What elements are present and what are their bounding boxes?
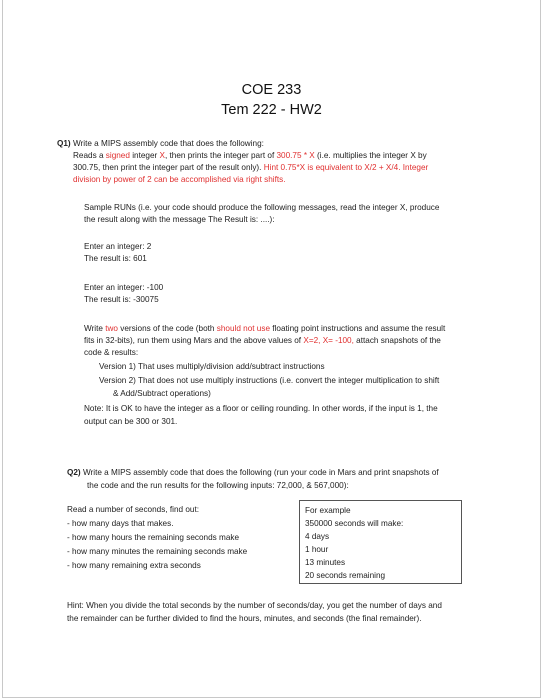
run1-prompt: Enter an integer: 2 [84, 242, 152, 251]
course-title: COE 233 [241, 82, 302, 98]
example-line: 20 seconds remaining [305, 571, 386, 580]
write-line-1: Write two versions of the code (both should not use floating point instructions and assume the result [84, 324, 446, 333]
q2-list-item: Read a number of seconds, find out: [67, 505, 199, 514]
version-2-line-1: Version 2) That does not use multiply instructions (i.e. convert the integer multiplication to shift [99, 376, 440, 385]
sample-runs-line-1: Sample RUNs (i.e. your code should produce the following messages, read the integer X, produce [84, 203, 440, 212]
q1-line-3: 300.75, then print the integer part of the result only). Hint 0.75*X is equivalent to X/2 + X/4. Integer [73, 163, 429, 172]
q2-list-item: - how many hours the remaining seconds make [67, 533, 240, 542]
write-line-3: code & results: [84, 348, 139, 357]
example-line: 1 hour [305, 545, 329, 554]
write-line-2: fits in 32-bits), run them using Mars and the above values of X=2, X= -100, attach snapshots of the [84, 336, 441, 345]
hint-line-2: the remainder can be further divided to find the hours, minutes, and seconds (the final remainder). [67, 614, 422, 623]
example-line: For example [305, 506, 351, 515]
sample-runs-line-2: the result along with the message The Result is: ....): [84, 215, 275, 224]
q1-line-1: Q1) Write a MIPS assembly code that does the following: [57, 139, 264, 148]
q2-list-item: - how many minutes the remaining seconds make [67, 547, 248, 556]
q2-label: Q2) [67, 468, 81, 477]
note-line-1: Note: It is OK to have the integer as a floor or ceiling rounding. In other words, if the input is 1, the [84, 404, 438, 413]
homework-title: Tem 222 - HW2 [221, 102, 322, 118]
hint-line-1: Hint: When you divide the total seconds by the number of seconds/day, you get the number of days and [67, 601, 442, 610]
q2-list-item: - how many remaining extra seconds [67, 561, 201, 570]
version-1: Version 1) That uses multiply/division add/subtract instructions [99, 362, 325, 371]
version-2-line-2: & Add/Subtract operations) [113, 389, 211, 398]
q1-label: Q1) [57, 139, 71, 148]
document-page [2, 0, 541, 698]
example-line: 350000 seconds will make: [305, 519, 404, 528]
example-line: 13 minutes [305, 558, 346, 567]
note-line-2: output can be 300 or 301. [84, 417, 178, 426]
run1-result: The result is: 601 [84, 254, 147, 263]
q1-line-2: Reads a signed integer X, then prints the integer part of 300.75 * X (i.e. multiplies the integer X by [73, 151, 427, 160]
q2-line-2: the code and the run results for the following inputs: 72,000, & 567,000): [87, 481, 349, 490]
run2-prompt: Enter an integer: -100 [84, 283, 164, 292]
example-line: 4 days [305, 532, 330, 541]
q2-list-item: - how many days that makes. [67, 519, 174, 528]
run2-result: The result is: -30075 [84, 295, 159, 304]
q2-line-1: Q2) Write a MIPS assembly code that does the following (run your code in Mars and print snapshots of [67, 468, 439, 477]
q1-line-4: division by power of 2 can be accomplished via right shifts. [73, 175, 286, 184]
example-box [299, 500, 462, 584]
